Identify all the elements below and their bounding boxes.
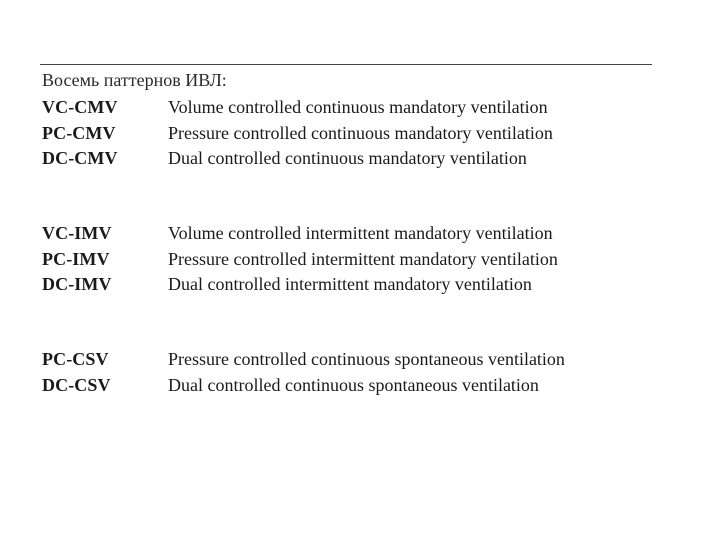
mode-row [42, 247, 672, 273]
csv-group [42, 347, 672, 398]
mode-description: Pressure controlled continuous spontaneous ventilation [168, 349, 565, 370]
mode-description: Dual controlled continuous mandatory ventilation [168, 148, 527, 169]
mode-row [42, 373, 672, 399]
mode-abbreviation: PC-IMV [42, 248, 110, 269]
mode-row [42, 221, 672, 247]
mode-abbreviation: DC-CMV [42, 148, 118, 169]
mode-abbreviation: DC-CSV [42, 374, 111, 395]
page-heading: Восемь паттернов ИВЛ: [42, 70, 227, 90]
top-divider [40, 64, 652, 65]
mode-row [42, 272, 672, 298]
mode-description: Dual controlled intermittent mandatory ventilation [168, 274, 532, 295]
cmv-group [42, 95, 672, 172]
mode-row [42, 347, 672, 373]
mode-row [42, 121, 672, 147]
mode-row [42, 146, 672, 172]
mode-description: Dual controlled continuous spontaneous ventilation [168, 374, 539, 395]
mode-description: Pressure controlled continuous mandatory ventilation [168, 122, 553, 143]
mode-abbreviation: VC-CMV [42, 97, 118, 118]
mode-abbreviation: DC-IMV [42, 274, 112, 295]
mode-row [42, 95, 672, 121]
mode-description: Volume controlled continuous mandatory ventilation [168, 97, 548, 118]
mode-abbreviation: VC-IMV [42, 223, 112, 244]
mode-abbreviation: PC-CSV [42, 349, 109, 370]
imv-group [42, 221, 672, 298]
mode-description: Volume controlled intermittent mandatory ventilation [168, 223, 553, 244]
mode-description: Pressure controlled intermittent mandatory ventilation [168, 248, 558, 269]
mode-abbreviation: PC-CMV [42, 122, 116, 143]
